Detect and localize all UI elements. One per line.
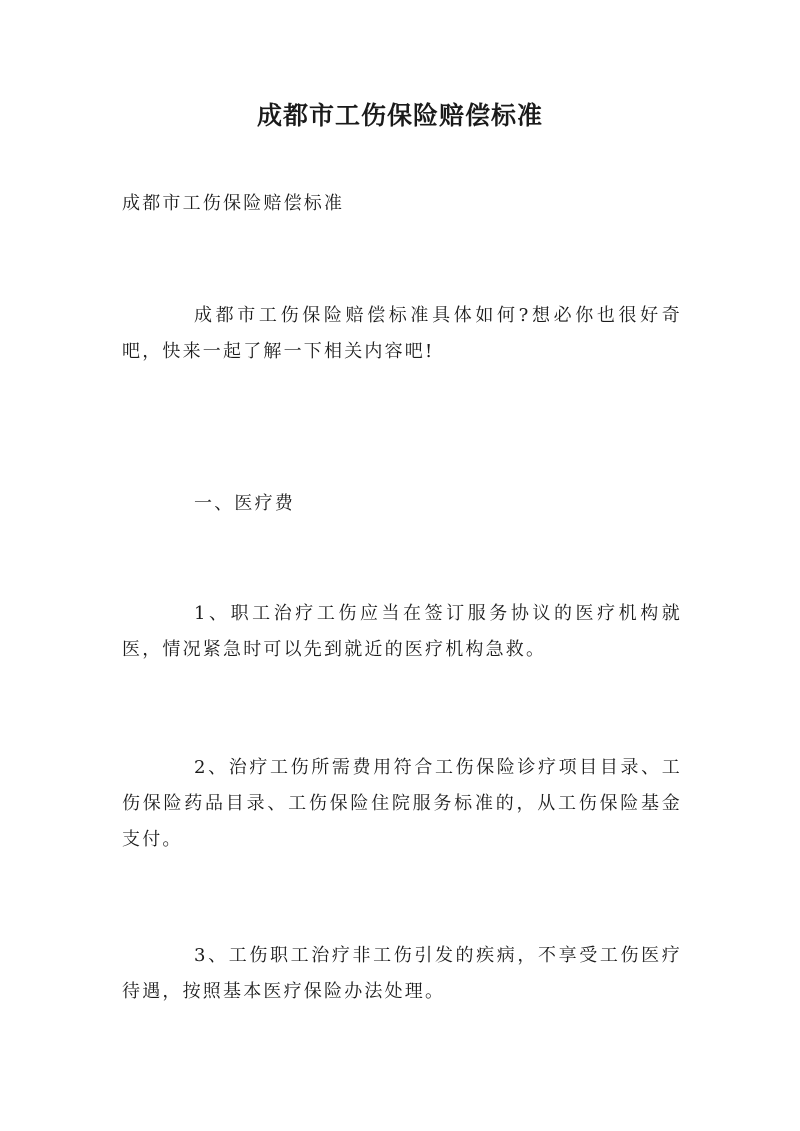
paragraph-item-1: 1、职工治疗工伤应当在签订服务协议的医疗机构就医，情况紧急时可以先到就近的医疗机构急救。 <box>122 603 682 660</box>
document-title: 成都市工伤保险赔偿标准 <box>256 101 543 130</box>
section-heading-medical-fees: 一、医疗费 <box>194 493 295 514</box>
document-subtitle: 成都市工伤保险赔偿标准 <box>122 193 345 214</box>
intro-paragraph: 成都市工伤保险赔偿标准具体如何?想必你也很好奇吧，快来一起了解一下相关内容吧! <box>122 305 682 362</box>
paragraph-item-3: 3、工伤职工治疗非工伤引发的疾病，不享受工伤医疗待遇，按照基本医疗保险办法处理。 <box>122 945 682 1002</box>
paragraph-item-2: 2、治疗工伤所需费用符合工伤保险诊疗项目目录、工伤保险药品目录、工伤保险住院服务标准的，从工伤保险基金支付。 <box>122 757 682 850</box>
